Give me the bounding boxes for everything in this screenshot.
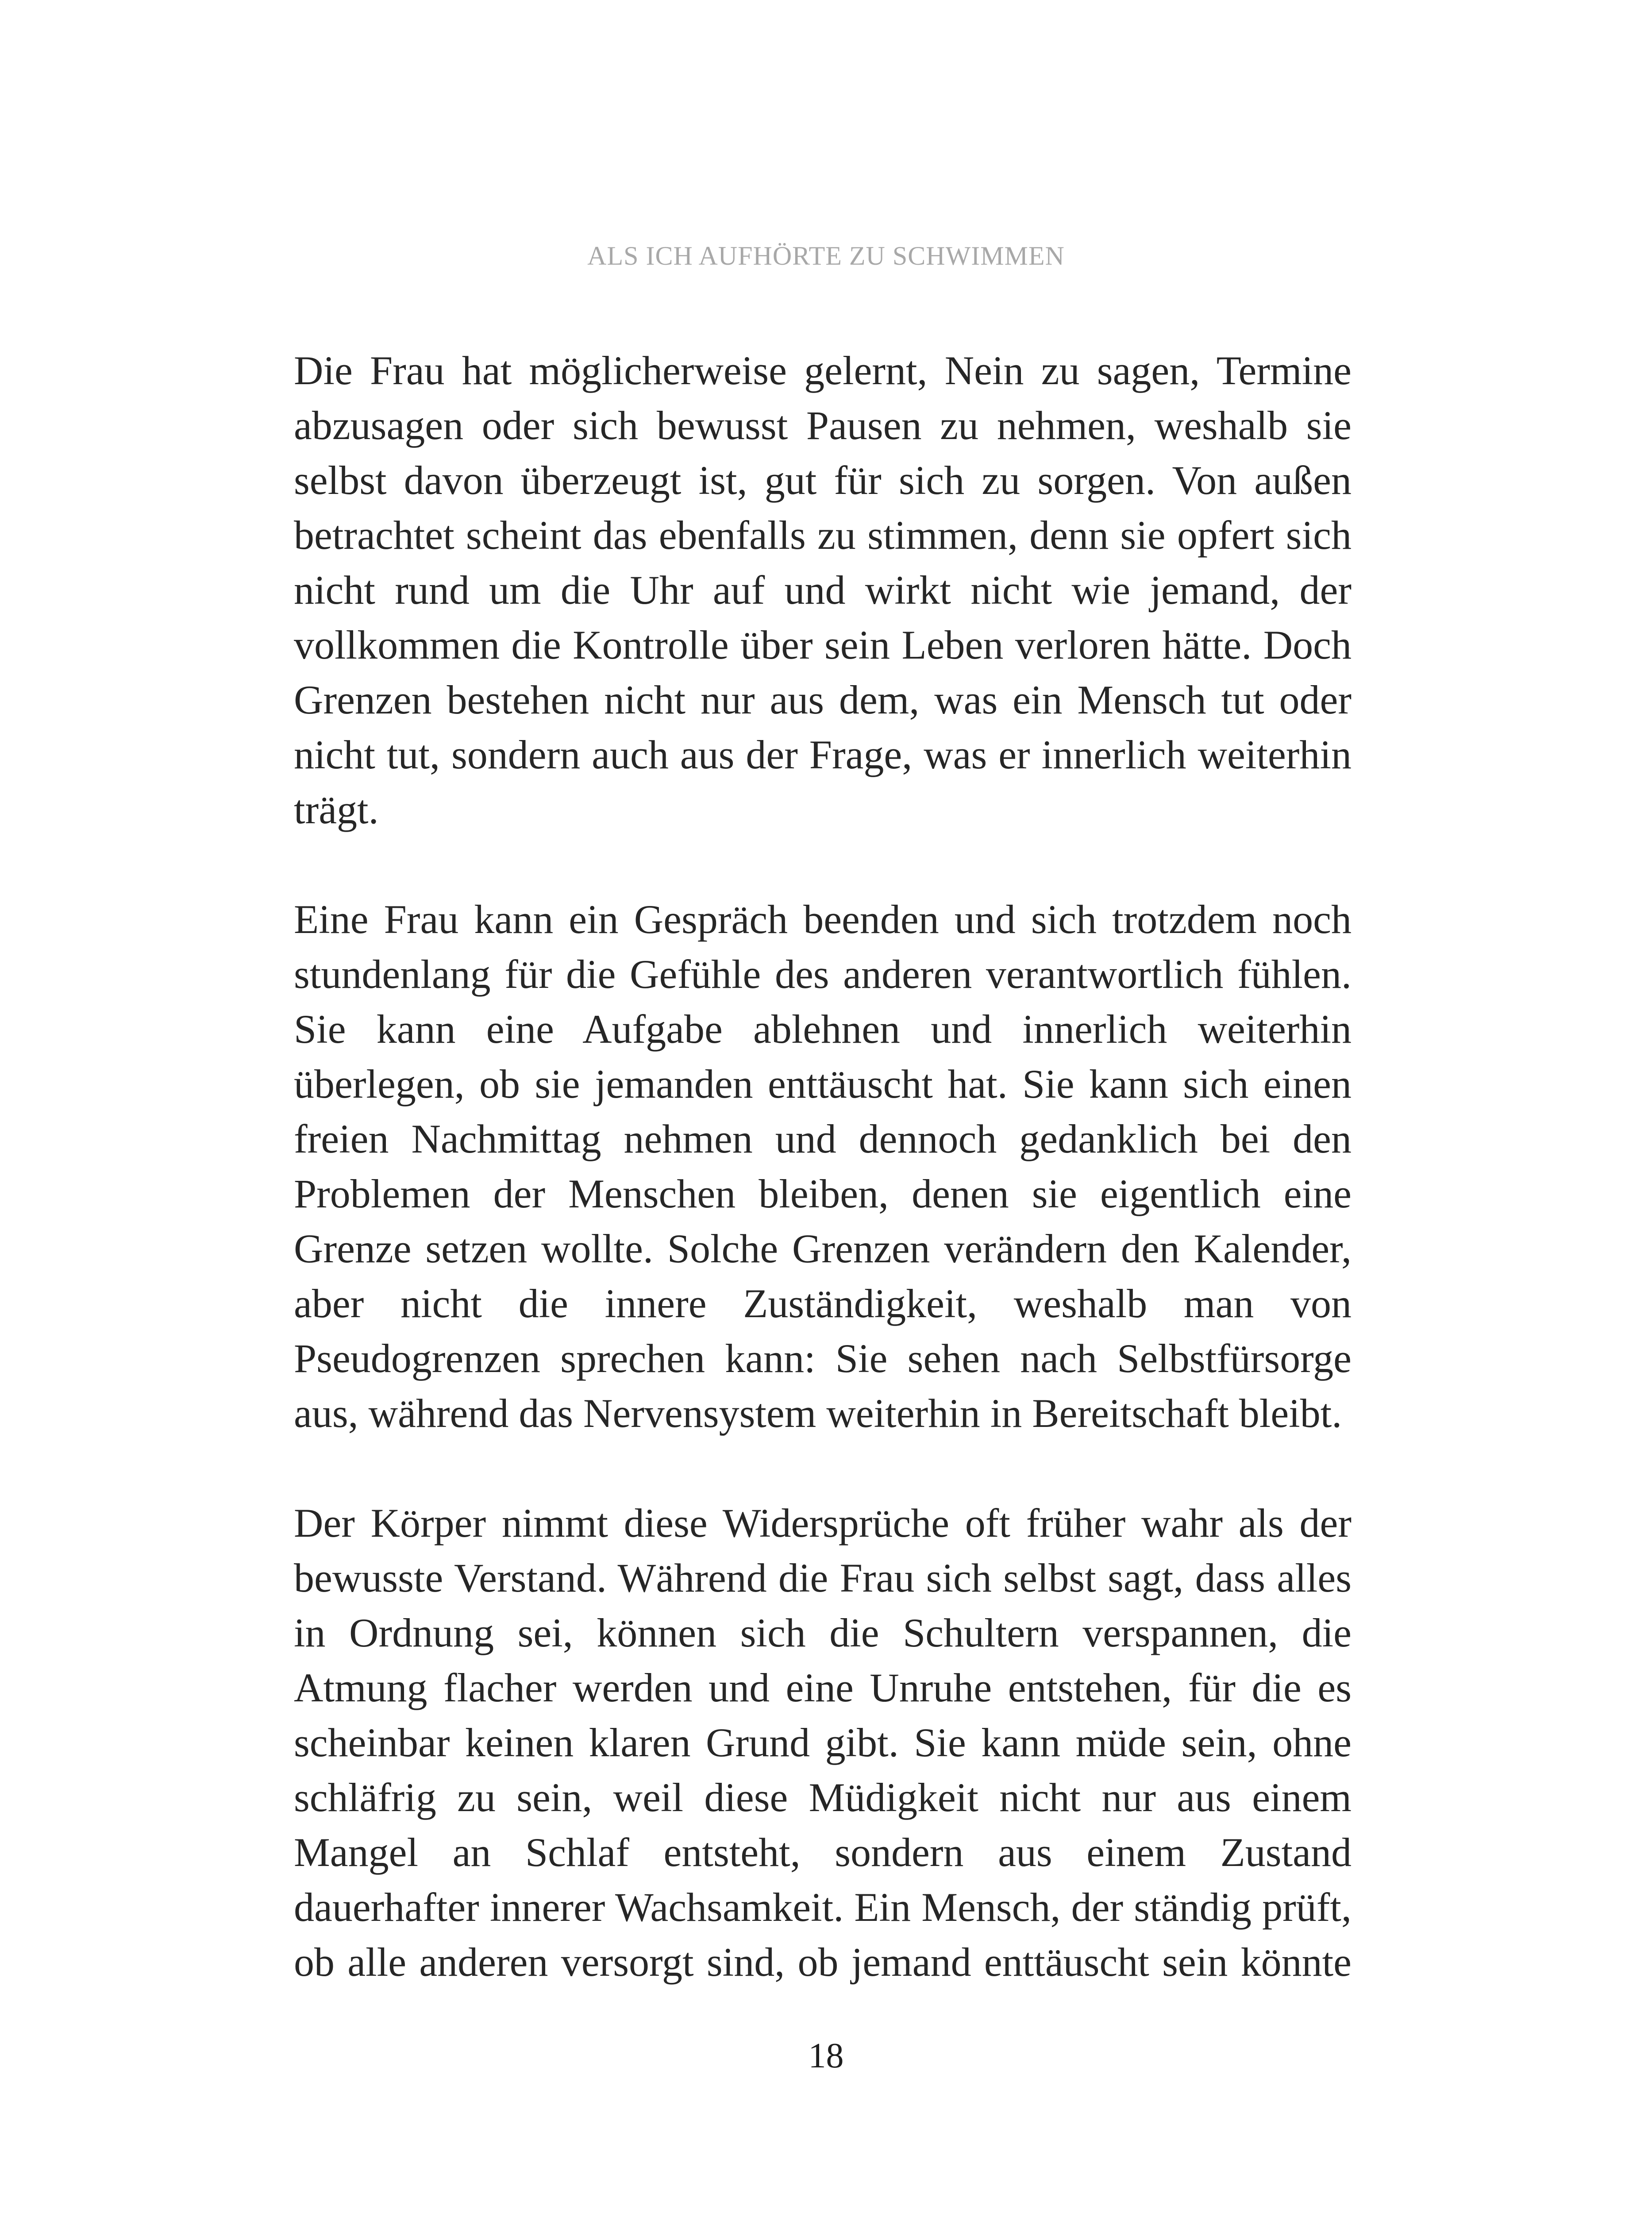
paragraph: Die Frau hat möglicherweise gelernt, Nein zu sagen, Termine abzusagen oder sich bewusst Pausen zu nehmen, weshalb sie selbst davon überzeugt ist, gut für sich zu sorgen. Von außen betrachtet scheint das ebenfalls zu stimmen, denn sie opfert sich nicht rund um die Uhr auf und wirkt nicht wie jemand, der vollkommen die Kontrolle über sein Leben verloren hätte. Doch Grenzen bestehen nicht nur aus dem, was ein Mensch tut oder nicht tut, sondern auch aus der Frage, was er innerlich weiterhin trägt. — [294, 348, 1352, 832]
paragraph: Der Körper nimmt diese Widersprüche oft früher wahr als der bewusste Verstand. Während die Frau sich selbst sagt, dass alles in Ordnung sei, können sich die Schultern verspannen, die Atmung flacher werden und eine Unruhe entstehen, für die es scheinbar keinen klaren Grund gibt. Sie kann müde sein, ohne schläfrig zu sein, weil diese Müdigkeit nicht nur aus einem Mangel an Schlaf entsteht, sondern aus einem Zustand dauerhafter innerer Wachsamkeit. Ein Mensch, der ständig prüft, ob alle anderen versorgt sind, ob jemand enttäuscht sein könnte — [294, 1500, 1352, 1985]
body-text — [294, 343, 1352, 1989]
page-number: 18 — [808, 2036, 844, 2075]
paragraph: Eine Frau kann ein Gespräch beenden und sich trotzdem noch stundenlang für die Gefühle des anderen verantwortlich fühlen. Sie kann eine Aufgabe ablehnen und innerlich weiterhin überlegen, ob sie jemanden enttäuscht hat. Sie kann sich einen freien Nachmittag nehmen und dennoch gedanklich bei den Problemen der Menschen bleiben, denen sie eigentlich eine Grenze setzen wollte. Solche Grenzen verändern den Kalender, aber nicht die innere Zuständigkeit, weshalb man von Pseudogrenzen sprechen kann: Sie sehen nach Selbstfürsorge aus, während das Nervensystem weiterhin in Bereitschaft bleibt. — [294, 897, 1352, 1436]
running-header: ALS ICH AUFHÖRTE ZU SCHWIMMEN — [587, 241, 1065, 270]
